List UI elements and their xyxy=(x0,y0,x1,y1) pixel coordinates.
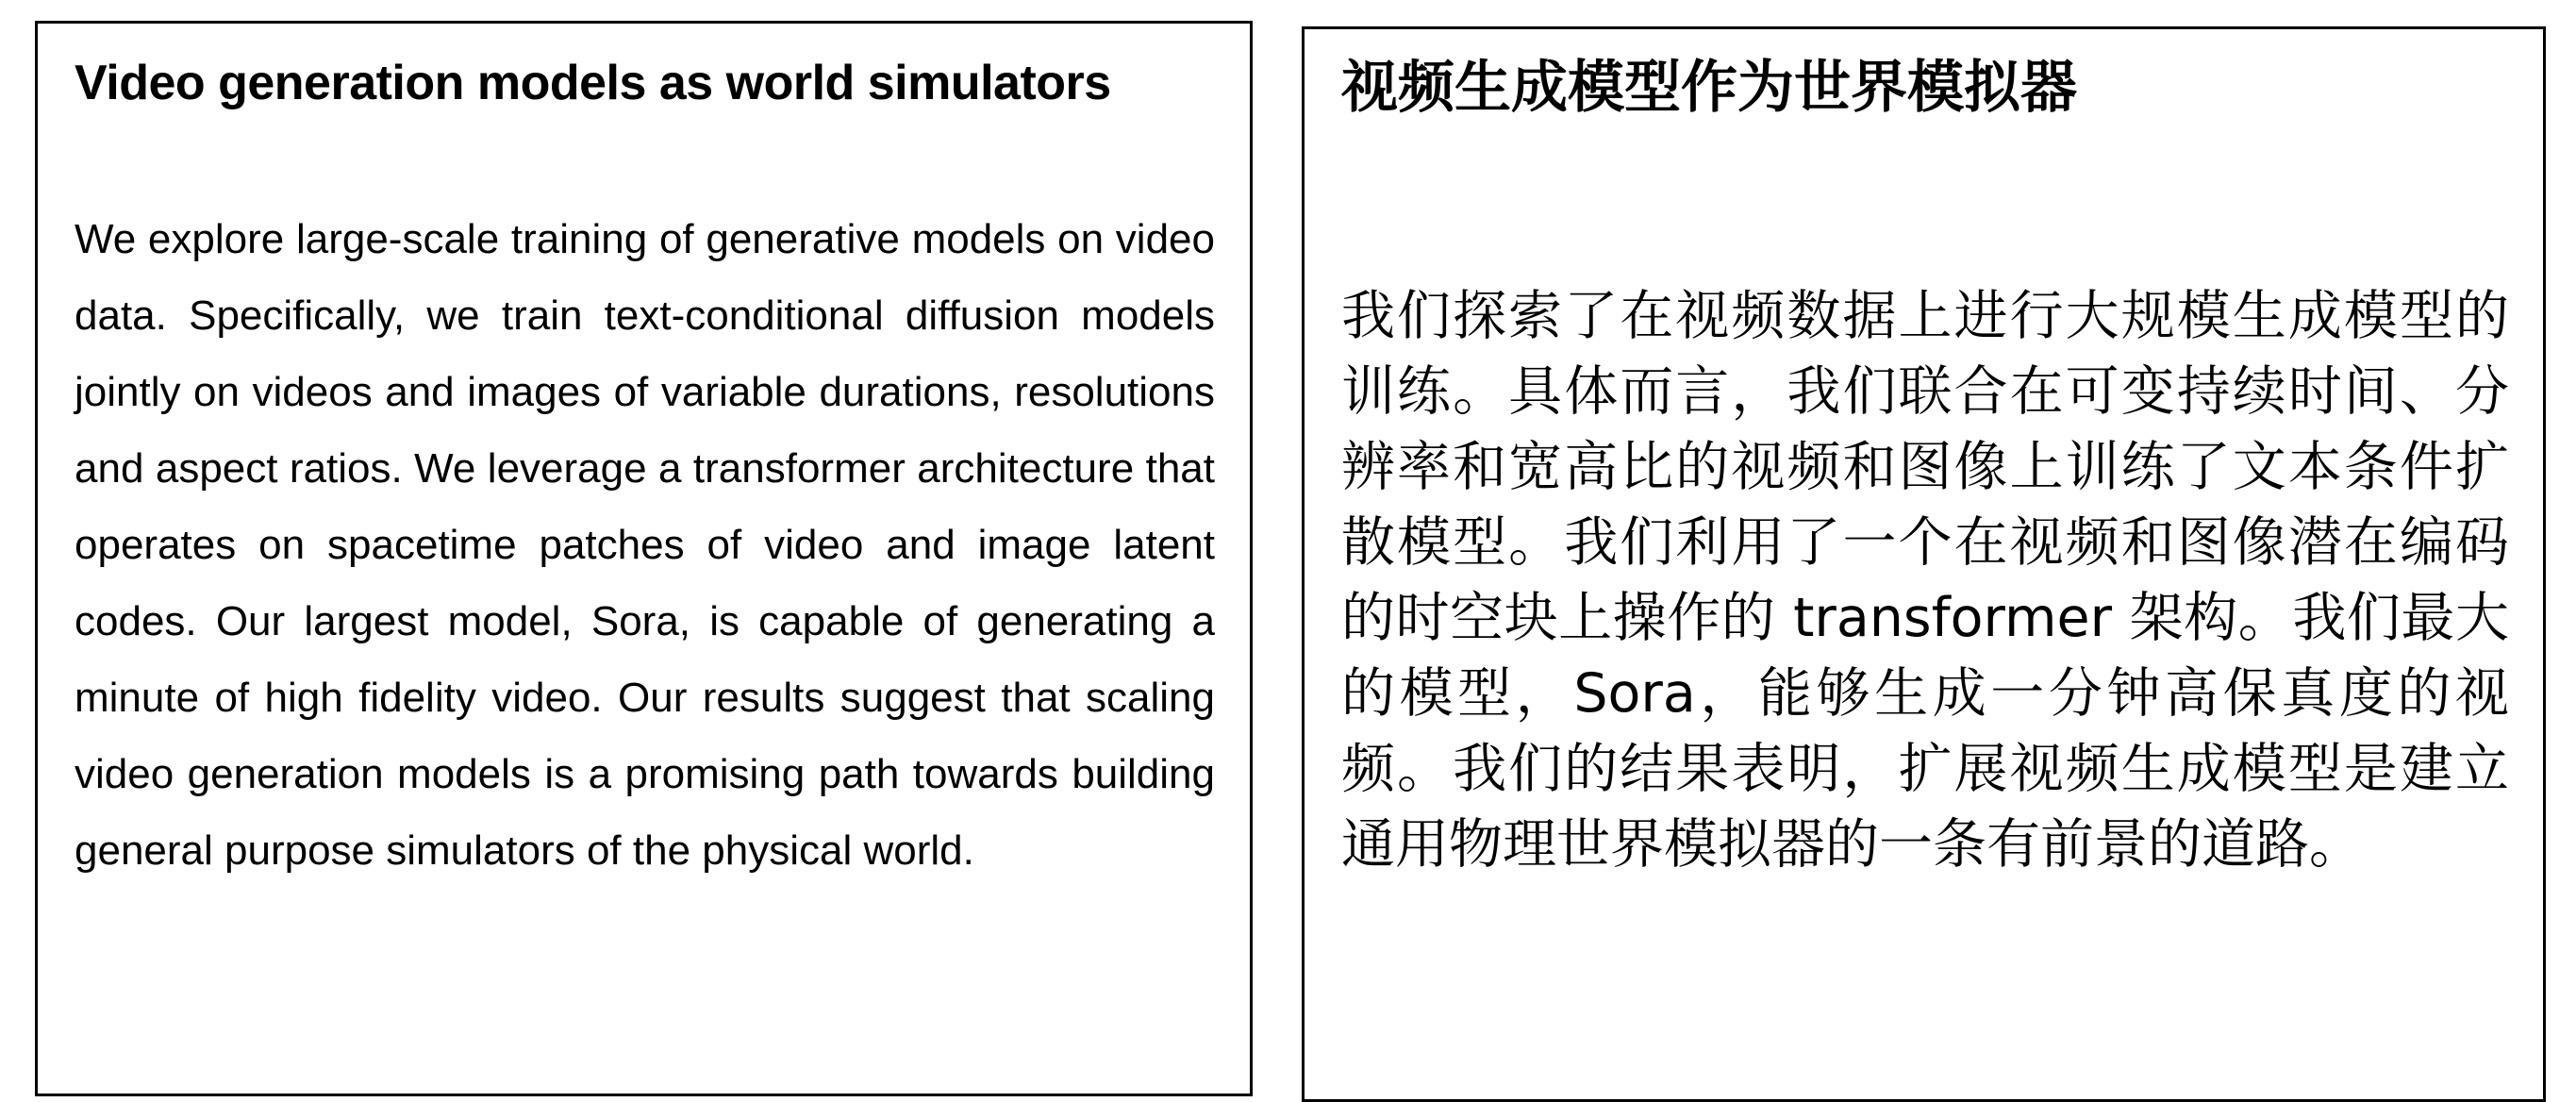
english-title: Video generation models as world simulators xyxy=(75,56,1111,110)
english-abstract-text: We explore large-scale training of generative models on video data. Specifically, we train text-conditional diffusion models jointly on videos and images of variable durations, resolutions and aspect ratios. We leverage a transformer architecture that operates on spacetime patches of video and image latent codes. Our largest model, Sora, is capable of generating a minute of high fidelity video. Our results suggest that scaling video generation models is a promising path towards building general purpose simulators of the physical world. xyxy=(75,216,1215,874)
chinese-abstract-text: 我们探索了在视频数据上进行大规模生成模型的训练。具体而言，我们联合在可变持续时间、分辨率和宽高比的视频和图像上训练了文本条件扩散模型。我们利用了一个在视频和图像潜在编码的时空块上操作的 transformer 架构。我们最大的模型，Sora，能够生成一分钟高保真度的视频。我们的结果表明，扩展视频生成模型是建立通用物理世界模拟器的一条有前景的道路。 xyxy=(1341,285,2509,876)
chinese-abstract-panel xyxy=(1302,26,2546,1102)
chinese-title: 视频生成模型作为世界模拟器 xyxy=(1341,55,2077,121)
english-abstract-panel xyxy=(35,21,1253,1096)
